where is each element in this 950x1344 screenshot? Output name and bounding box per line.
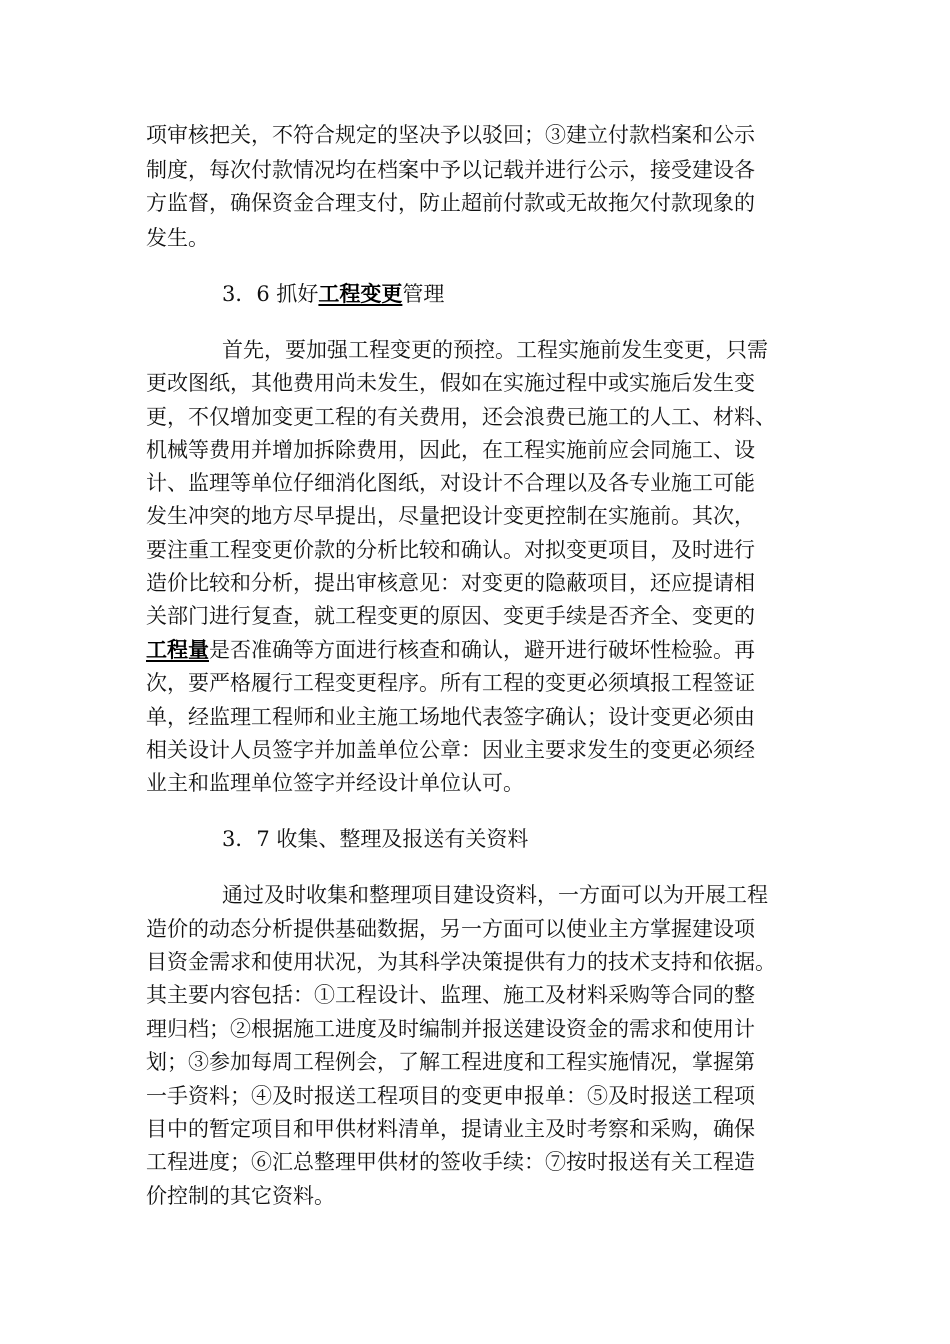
- link-line-rest: 是否准确等方面进行核查和确认，避开进行破坏性检验。再: [209, 638, 755, 662]
- heading-suffix: 管理: [402, 282, 445, 306]
- paragraph-line: 目资金需求和使用状况，为其科学决策提供有力的技术支持和依据。: [146, 950, 776, 974]
- paragraph-line: 首先，要加强工程变更的预控。工程实施前发生变更，只需: [222, 338, 768, 362]
- paragraph-line: 机械等费用并增加拆除费用，因此，在工程实施前应会同施工、设: [146, 438, 755, 462]
- paragraph-line: 业主和监理单位签字并经设计单位认可。: [146, 771, 524, 795]
- section-heading-3-6: [222, 279, 444, 309]
- paragraph-line: 一手资料；④及时报送工程项目的变更申报单：⑤及时报送工程项: [146, 1084, 755, 1108]
- heading-prefix: 3．6 抓好: [222, 282, 319, 306]
- paragraph-line: 发生冲突的地方尽早提出，尽量把设计变更控制在实施前。其次，: [146, 504, 755, 528]
- paragraph-line: 价控制的其它资料。: [146, 1184, 335, 1208]
- paragraph-line: 发生。: [146, 226, 209, 250]
- paragraph-line: 计、监理等单位仔细消化图纸，对设计不合理以及各专业施工可能: [146, 471, 755, 495]
- paragraph-line: 相关设计人员签字并加盖单位公章：因业主要求发生的变更必须经: [146, 738, 755, 762]
- paragraph-line: 项审核把关，不符合规定的坚决予以驳回；③建立付款档案和公示: [146, 123, 755, 147]
- paragraph-line: 制度，每次付款情况均在档案中予以记载并进行公示，接受建设各: [146, 158, 755, 182]
- paragraph-line: 通过及时收集和整理项目建设资料，一方面可以为开展工程: [222, 883, 768, 907]
- paragraph-line: 工程进度；⑥汇总整理甲供材的签收手续：⑦按时报送有关工程造: [146, 1150, 755, 1174]
- paragraph-line: 要注重工程变更价款的分析比较和确认。对拟变更项目，及时进行: [146, 538, 755, 562]
- paragraph-line-with-link: [146, 635, 755, 665]
- paragraph-line: 关部门进行复查，就工程变更的原因、变更手续是否齐全、变更的: [146, 604, 755, 628]
- paragraph-line: 造价比较和分析，提出审核意见：对变更的隐蔽项目，还应提请相: [146, 571, 755, 595]
- paragraph-line: 方监督，确保资金合理支付，防止超前付款或无故拖欠付款现象的: [146, 191, 755, 215]
- paragraph-line: 次，要严格履行工程变更程序。所有工程的变更必须填报工程签证: [146, 671, 755, 695]
- engineering-change-link[interactable]: 工程变更: [318, 282, 403, 306]
- section-heading-3-7: 3．7 收集、整理及报送有关资料: [222, 827, 529, 851]
- paragraph-line: 更，不仅增加变更工程的有关费用，还会浪费已施工的人工、材料、: [146, 405, 776, 429]
- paragraph-line: 更改图纸，其他费用尚未发生，假如在实施过程中或实施后发生变: [146, 371, 755, 395]
- paragraph-line: 单，经监理工程师和业主施工场地代表签字确认；设计变更必须由: [146, 705, 755, 729]
- paragraph-line: 理归档；②根据施工进度及时编制并报送建设资金的需求和使用计: [146, 1017, 755, 1041]
- quantity-link[interactable]: 工程量: [146, 638, 209, 662]
- paragraph-line: 目中的暂定项目和甲供材料清单，提请业主及时考察和采购，确保: [146, 1117, 755, 1141]
- paragraph-line: 划；③参加每周工程例会，了解工程进度和工程实施情况，掌握第: [146, 1050, 755, 1074]
- paragraph-line: 造价的动态分析提供基础数据，另一方面可以使业主方掌握建设项: [146, 917, 755, 941]
- paragraph-line: 其主要内容包括：①工程设计、监理、施工及材料采购等合同的整: [146, 983, 755, 1007]
